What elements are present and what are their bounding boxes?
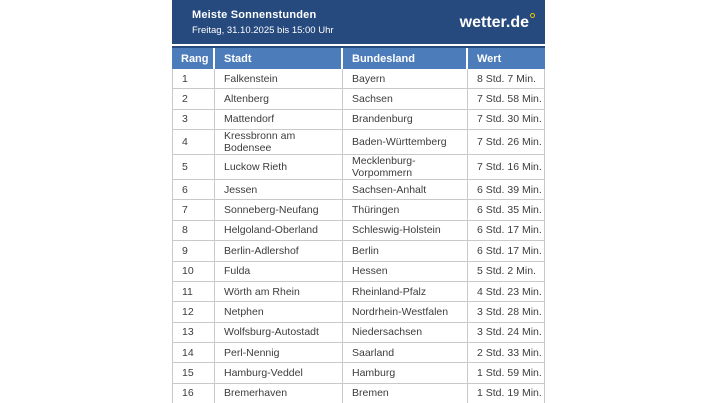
cell-stadt: Falkenstein: [215, 69, 343, 88]
cell-wert: 3 Std. 28 Min.: [468, 302, 545, 321]
cell-bundesland: Schleswig-Holstein: [343, 221, 468, 240]
cell-bundesland: Sachsen-Anhalt: [343, 180, 468, 199]
cell-stadt: Mattendorf: [215, 110, 343, 129]
column-header-rang: Rang: [172, 48, 215, 69]
cell-rang: 7: [172, 200, 215, 219]
table-row: [172, 200, 545, 220]
cell-wert: 7 Std. 26 Min.: [468, 130, 545, 154]
widget-subtitle: Freitag, 31.10.2025 bis 15:00 Uhr: [192, 24, 334, 36]
cell-stadt: Kressbronn am Bodensee: [215, 130, 343, 154]
cell-rang: 14: [172, 343, 215, 362]
cell-wert: 3 Std. 24 Min.: [468, 323, 545, 342]
cell-wert: 5 Std. 2 Min.: [468, 262, 545, 281]
table-row: [172, 282, 545, 302]
cell-bundesland: Hamburg: [343, 363, 468, 382]
cell-stadt: Fulda: [215, 262, 343, 281]
cell-bundesland: Niedersachsen: [343, 323, 468, 342]
table-row: [172, 221, 545, 241]
cell-wert: 1 Std. 19 Min.: [468, 384, 545, 403]
table-row: [172, 323, 545, 343]
cell-stadt: Altenberg: [215, 89, 343, 108]
table-row: [172, 302, 545, 322]
cell-wert: 8 Std. 7 Min.: [468, 69, 545, 88]
cell-wert: 7 Std. 58 Min.: [468, 89, 545, 108]
cell-bundesland: Hessen: [343, 262, 468, 281]
table-row: [172, 130, 545, 155]
table-row: [172, 180, 545, 200]
cell-rang: 9: [172, 241, 215, 260]
cell-wert: 1 Std. 59 Min.: [468, 363, 545, 382]
cell-stadt: Luckow Rieth: [215, 155, 343, 179]
cell-bundesland: Bremen: [343, 384, 468, 403]
header-titles: [192, 9, 334, 36]
table-row: [172, 262, 545, 282]
cell-rang: 15: [172, 363, 215, 382]
cell-rang: 3: [172, 110, 215, 129]
cell-bundesland: Mecklenburg-Vorpommern: [343, 155, 468, 179]
cell-bundesland: Berlin: [343, 241, 468, 260]
cell-stadt: Bremerhaven: [215, 384, 343, 403]
column-header-bundesland: Bundesland: [343, 48, 468, 69]
logo-text: wetter.de: [459, 14, 529, 31]
cell-wert: 4 Std. 23 Min.: [468, 282, 545, 301]
cell-stadt: Hamburg-Veddel: [215, 363, 343, 382]
table-row: [172, 241, 545, 261]
table-row: [172, 69, 545, 89]
table-row: [172, 384, 545, 403]
table-body: [172, 69, 545, 403]
cell-bundesland: Thüringen: [343, 200, 468, 219]
cell-stadt: Jessen: [215, 180, 343, 199]
cell-bundesland: Baden-Württemberg: [343, 130, 468, 154]
cell-stadt: Helgoland-Oberland: [215, 221, 343, 240]
cell-wert: 6 Std. 35 Min.: [468, 200, 545, 219]
cell-bundesland: Nordrhein-Westfalen: [343, 302, 468, 321]
table-row: [172, 110, 545, 130]
cell-wert: 6 Std. 39 Min.: [468, 180, 545, 199]
cell-rang: 1: [172, 69, 215, 88]
cell-bundesland: Brandenburg: [343, 110, 468, 129]
cell-rang: 4: [172, 130, 215, 154]
table-header-row: [172, 46, 545, 69]
cell-bundesland: Saarland: [343, 343, 468, 362]
cell-bundesland: Sachsen: [343, 89, 468, 108]
cell-wert: 7 Std. 30 Min.: [468, 110, 545, 129]
column-header-wert: Wert: [477, 52, 502, 65]
wetter-de-logo: [460, 13, 535, 31]
table-row: [172, 343, 545, 363]
sunshine-widget: [172, 0, 545, 403]
cell-stadt: Netphen: [215, 302, 343, 321]
cell-stadt: Wolfsburg-Autostadt: [215, 323, 343, 342]
cell-rang: 10: [172, 262, 215, 281]
cell-stadt: Wörth am Rhein: [215, 282, 343, 301]
cell-stadt: Berlin-Adlershof: [215, 241, 343, 260]
sunshine-table: [172, 46, 545, 403]
cell-rang: 5: [172, 155, 215, 179]
cell-stadt: Sonneberg-Neufang: [215, 200, 343, 219]
cell-rang: 11: [172, 282, 215, 301]
cell-rang: 8: [172, 221, 215, 240]
table-row: [172, 363, 545, 383]
cell-wert: 6 Std. 17 Min.: [468, 241, 545, 260]
cell-stadt: Perl-Nennig: [215, 343, 343, 362]
cell-bundesland: Bayern: [343, 69, 468, 88]
degree-dot-icon: [530, 13, 535, 18]
table-row: [172, 155, 545, 180]
widget-header: [172, 0, 545, 44]
widget-title: Meiste Sonnenstunden: [192, 8, 317, 21]
cell-rang: 16: [172, 384, 215, 403]
cell-rang: 2: [172, 89, 215, 108]
cell-wert: 7 Std. 16 Min.: [468, 155, 545, 179]
table-row: [172, 89, 545, 109]
cell-rang: 6: [172, 180, 215, 199]
cell-bundesland: Rheinland-Pfalz: [343, 282, 468, 301]
column-header-stadt: Stadt: [215, 48, 343, 69]
cell-rang: 13: [172, 323, 215, 342]
cell-wert: 6 Std. 17 Min.: [468, 221, 545, 240]
cell-rang: 12: [172, 302, 215, 321]
cell-wert: 2 Std. 33 Min.: [468, 343, 545, 362]
